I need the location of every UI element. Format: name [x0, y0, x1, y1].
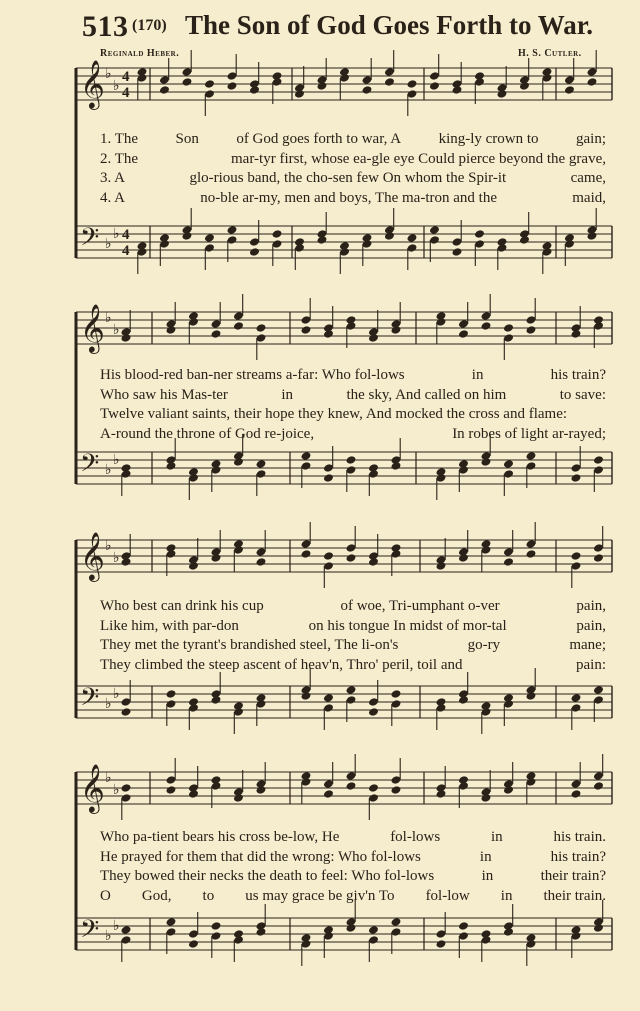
lyric-segment: in — [500, 887, 513, 904]
flat-sign-icon: ♭ — [105, 462, 112, 478]
lyric-segment: his train. — [553, 829, 606, 845]
bass-clef-icon: 𝄢 — [80, 683, 100, 718]
notehead — [166, 785, 177, 795]
lyric-segment: Son — [175, 131, 199, 147]
notehead — [188, 789, 199, 799]
lyric-segment: gain; — [576, 131, 606, 147]
treble-clef-icon: 𝄞 — [80, 531, 105, 580]
flat-sign-icon: ♭ — [105, 310, 112, 326]
lyric-segment: in — [281, 386, 293, 403]
notehead — [593, 923, 604, 933]
lyric-segment: In robes of light ar-rayed; — [452, 425, 606, 442]
flat-sign-icon: ♭ — [113, 550, 120, 566]
treble-clef-icon: 𝄞 — [80, 303, 105, 352]
composer-credit: H. S. Cutler. — [518, 48, 582, 59]
lyric-segment: maid, — [572, 189, 606, 206]
lyric-segment: Who best can drink his cup — [100, 598, 264, 614]
notehead — [458, 921, 469, 931]
lyric-segment: pain, — [576, 598, 606, 614]
flat-sign-icon: ♭ — [113, 452, 120, 468]
notehead — [121, 783, 132, 793]
lyric-segment: in — [479, 848, 492, 865]
lyric-segment: A-round the throne of God re-joice, — [100, 425, 315, 442]
lyric-segment: Who pa-tient bears his cross be-low, He — [100, 829, 340, 845]
flat-sign-icon: ♭ — [105, 928, 112, 944]
notehead — [436, 939, 447, 949]
notehead — [593, 781, 604, 791]
lyric-segment: of God goes forth to war, A — [236, 131, 402, 147]
notehead — [368, 925, 379, 935]
notehead — [481, 793, 492, 803]
lyric-segment: God, — [141, 887, 172, 904]
hymn-number: 513 — [82, 10, 129, 43]
bass-clef-icon: 𝄢 — [80, 449, 100, 484]
lyric-segment: his train? — [550, 848, 606, 865]
verse-line — [0, 887, 640, 906]
lyric-segment: go-ry — [467, 637, 501, 653]
lyric-segment: us may grace be giv'n To — [245, 887, 395, 904]
lyric-segment: no-ble ar-my, men and boys, The ma-tron and the — [200, 189, 497, 206]
notehead — [346, 923, 357, 933]
lyric-segment: Like him, with par-don — [100, 617, 239, 634]
lyric-segment: pain, — [576, 617, 606, 634]
lyric-segment: 3. A — [100, 170, 126, 186]
tune-number: (170) — [132, 17, 167, 34]
notehead — [121, 925, 132, 935]
lyric-segment: mar-tyr first, whose ea-gle eye Could pierce beyond the grave, — [231, 150, 606, 167]
lyric-segment: king-ly crown to — [438, 131, 539, 147]
lyric-segment: their train? — [540, 868, 606, 884]
notehead — [166, 917, 177, 927]
lyric-segment: They climbed the steep ascent of heav'n, Thro' peril, toil and — [100, 656, 463, 673]
time-signature: 4 — [122, 85, 130, 101]
lyric-segment: to — [202, 887, 215, 904]
lyricist-credit: Reginald Heber. — [100, 48, 180, 59]
flat-sign-icon: ♭ — [105, 770, 112, 786]
lyric-segment: in — [481, 868, 494, 884]
lyric-segment: He prayed for them that did the wrong: Who fol-lows — [100, 848, 421, 865]
flat-sign-icon: ♭ — [113, 686, 120, 702]
verse-line — [0, 828, 640, 847]
notehead — [211, 921, 222, 931]
notehead — [391, 785, 402, 795]
notehead — [323, 789, 334, 799]
lyric-segment: in — [491, 829, 503, 845]
verse-line — [0, 848, 640, 867]
notehead — [503, 785, 514, 795]
lyric-segment: Who saw his Mas-ter — [100, 386, 228, 403]
flat-sign-icon: ♭ — [105, 236, 112, 252]
time-signature: 4 — [122, 243, 130, 259]
lyric-segment: on his tongue In midst of mor-tal — [308, 617, 507, 634]
hymn-title: The Son of God Goes Forth to War. — [185, 10, 594, 40]
flat-sign-icon: ♭ — [113, 918, 120, 934]
bass-clef-icon: 𝄢 — [80, 915, 100, 950]
treble-clef-icon: 𝄞 — [80, 763, 105, 812]
lyric-segment: They bowed their necks the death to feel: Who fol-lows — [100, 868, 435, 884]
bass-staff — [76, 900, 612, 966]
lyric-segment: the sky, And called on him — [346, 386, 507, 403]
lyric-segment: fol-lows — [390, 829, 441, 845]
notehead — [436, 789, 447, 799]
time-signature: 4 — [122, 69, 130, 85]
verse-line — [0, 867, 640, 886]
lyric-segment: to save: — [559, 386, 606, 403]
lyric-segment: Twelve valiant saints, their hope they knew, And mocked the cross and flame: — [100, 406, 568, 422]
notehead — [391, 917, 402, 927]
notehead — [188, 939, 199, 949]
lyric-segment: their train. — [543, 887, 606, 904]
lyric-segment: 2. The — [100, 150, 139, 167]
lyric-segment: came, — [570, 170, 606, 186]
lyric-segment: They met the tyrant's brandished steel, The li-on's — [100, 637, 399, 653]
lyric-segment: O — [100, 887, 111, 904]
lyric-segment: pain: — [576, 656, 606, 673]
notehead — [233, 793, 244, 803]
lyric-segment: His blood-red ban-ner streams a-far: Who fol-lows — [100, 367, 405, 383]
notehead — [346, 781, 357, 791]
lyric-segment: his train? — [550, 367, 606, 383]
lyric-segment: 4. A — [100, 189, 126, 206]
notehead — [503, 927, 514, 937]
lyric-segment: glo-rious band, the cho-sen few On whom the Spir-it — [189, 170, 507, 186]
bass-clef-icon: 𝄢 — [80, 223, 100, 258]
notehead — [256, 785, 267, 795]
flat-sign-icon: ♭ — [113, 78, 120, 94]
lyric-segment: mane; — [569, 637, 606, 653]
time-signature: 4 — [122, 227, 130, 243]
lyric-segment: of woe, Tri-umphant o-ver — [340, 598, 500, 614]
notehead — [368, 783, 379, 793]
flat-sign-icon: ♭ — [105, 696, 112, 712]
notehead — [571, 789, 582, 799]
flat-sign-icon: ♭ — [105, 66, 112, 82]
treble-staff — [76, 754, 612, 820]
lyric-segment: fol-low — [425, 887, 470, 904]
lyric-segment: 1. The — [100, 131, 139, 147]
lyric-segment: in — [471, 367, 484, 383]
flat-sign-icon: ♭ — [105, 538, 112, 554]
treble-clef-icon: 𝄞 — [80, 59, 105, 108]
notehead — [256, 927, 267, 937]
flat-sign-icon: ♭ — [113, 226, 120, 242]
flat-sign-icon: ♭ — [113, 322, 120, 338]
flat-sign-icon: ♭ — [113, 782, 120, 798]
